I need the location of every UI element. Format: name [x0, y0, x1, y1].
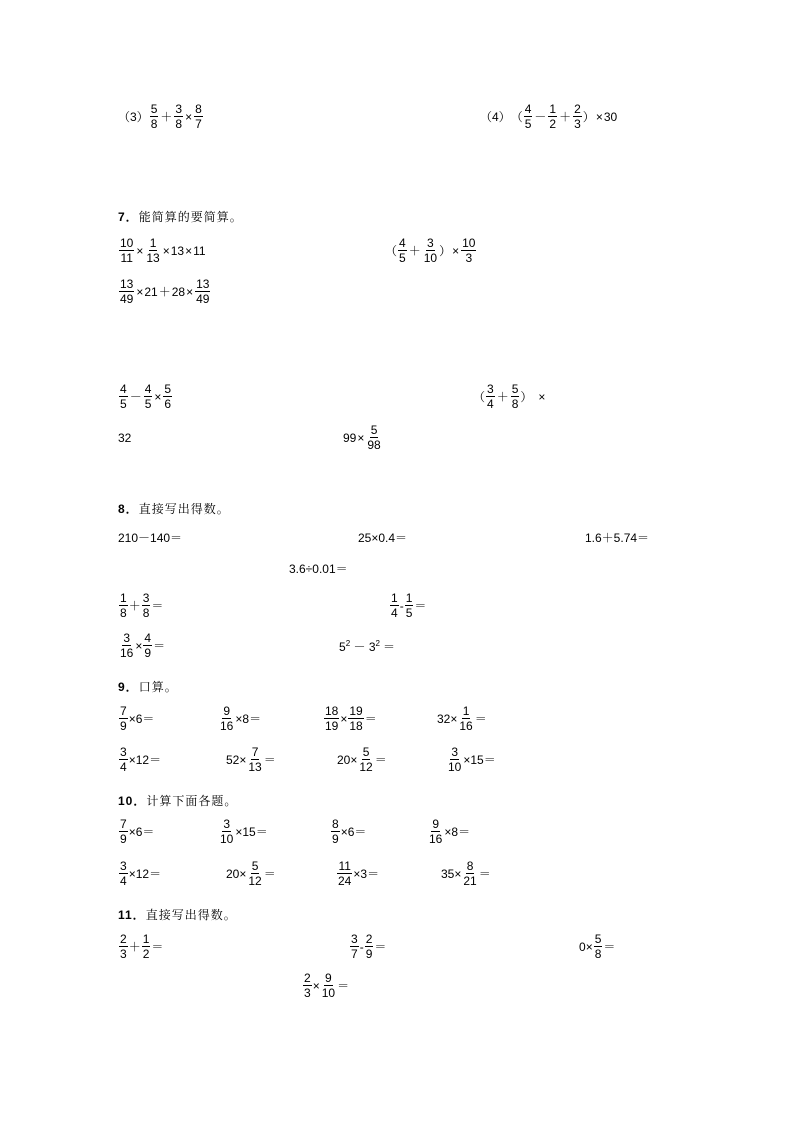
expression: 20 × $\frac{5}{12}$ ＝: [226, 859, 276, 888]
fraction: $\frac{7}{9}$: [120, 817, 127, 846]
expression: $\frac{3}{10}$ × 15 ＝: [448, 745, 496, 774]
fraction: $\frac{8}{21}$: [463, 859, 477, 888]
fraction: $\frac{18}{19}$: [325, 704, 339, 733]
expression: 20 × $\frac{5}{12}$ ＝: [337, 745, 387, 774]
expression: 32 × $\frac{1}{16}$ ＝: [437, 704, 487, 733]
fraction: $\frac{13}{49}$: [196, 277, 210, 306]
section-7-heading: 7．能简算的要简算。: [118, 210, 243, 224]
expression: $\frac{1}{4}$ - $\frac{1}{5}$ ＝: [391, 591, 427, 620]
section-10-heading: 10．计算下面各题。: [118, 794, 238, 808]
expression: $\frac{7}{9}$ × 6 ＝: [120, 704, 155, 733]
fraction: $\frac{3}{4}$: [120, 859, 127, 888]
fraction: $\frac{1}{2}$: [142, 932, 150, 961]
expression: $\frac{8}{9}$ × 6 ＝: [332, 817, 367, 846]
expression: $\frac{1}{8}$ ＋ $\frac{3}{8}$ ＝: [120, 591, 164, 620]
fraction: $\frac{2}{9}$: [365, 932, 373, 961]
fraction: $\frac{9}{16}$: [220, 704, 234, 733]
expression: $\frac{3}{16}$ × $\frac{4}{9}$ ＝: [120, 631, 166, 660]
expression: $\frac{3}{7}$ - $\frac{2}{9}$ ＝: [351, 932, 387, 961]
fraction: $\frac{3}{10}$: [220, 817, 234, 846]
expression: 25×0.4＝: [358, 531, 408, 545]
fraction: $\frac{4}{5}$: [399, 236, 406, 265]
fraction: $\frac{2}{3}$: [304, 971, 311, 1000]
fraction: $\frac{1}{2}$: [549, 102, 557, 131]
fraction: $\frac{5}{8}$: [150, 102, 158, 131]
fraction: $\frac{4}{5}$: [524, 102, 532, 131]
fraction: $\frac{5}{12}$: [359, 745, 373, 774]
fraction: $\frac{2}{3}$: [574, 102, 581, 131]
fraction: $\frac{8}{7}$: [195, 102, 202, 131]
fraction: $\frac{13}{49}$: [120, 277, 134, 306]
expression: $\frac{2}{3}$ × $\frac{9}{10}$ ＝: [304, 971, 350, 1000]
expression: $\frac{9}{16}$ × 8 ＝: [220, 704, 262, 733]
fraction: $\frac{5}{6}$: [164, 382, 172, 411]
problem-4: （4） （ $\frac{4}{5}$ － $\frac{1}{2}$ ＋ $\frac{2}{3}$ ） × 30: [480, 102, 618, 131]
problem-label: （4）: [480, 109, 511, 124]
fraction: $\frac{3}{8}$: [175, 102, 183, 131]
fraction: $\frac{3}{4}$: [487, 382, 494, 411]
expression: 210－140＝: [118, 531, 183, 545]
expression: $\frac{7}{9}$ × 6 ＝: [120, 817, 155, 846]
fraction: $\frac{1}{5}$: [405, 591, 413, 620]
fraction: $\frac{1}{13}$: [146, 236, 160, 265]
fraction: $\frac{9}{10}$: [321, 971, 336, 1000]
expression: $\frac{2}{3}$ ＋ $\frac{1}{2}$ ＝: [120, 932, 164, 961]
expression: 0 × $\frac{5}{8}$ ＝: [579, 932, 616, 961]
expression: $\frac{9}{16}$ × 8 ＝: [429, 817, 471, 846]
fraction: $\frac{7}{13}$: [248, 745, 262, 774]
fraction: $\frac{5}{8}$: [511, 382, 519, 411]
problem-3: （3） $\frac{5}{8}$ ＋ $\frac{3}{8}$ × $\frac{8}{7}$: [118, 102, 202, 131]
fraction: $\frac{3}{16}$: [120, 631, 134, 660]
fraction: $\frac{5}{98}$: [367, 423, 381, 452]
fraction: $\frac{1}{4}$: [391, 591, 398, 620]
expression: 52 × $\frac{7}{13}$ ＝: [226, 745, 276, 774]
expression: （ $\frac{3}{4}$ ＋ $\frac{5}{8}$ ） ×: [473, 382, 546, 411]
fraction: $\frac{7}{9}$: [120, 704, 127, 733]
expression-continuation: 32: [118, 431, 132, 445]
expression: 35 × $\frac{8}{21}$ ＝: [441, 859, 491, 888]
fraction: $\frac{8}{9}$: [332, 817, 339, 846]
expression: $\frac{4}{5}$ － $\frac{4}{5}$ × $\frac{5}{6}$: [120, 382, 172, 411]
expression: 99 × $\frac{5}{98}$: [343, 423, 381, 452]
fraction: $\frac{3}{10}$: [448, 745, 462, 774]
expression: 1.6＋5.74＝: [585, 531, 650, 545]
fraction: $\frac{4}{9}$: [144, 631, 152, 660]
fraction: $\frac{3}{7}$: [351, 932, 358, 961]
expression: 3.6÷0.01＝: [289, 562, 348, 576]
fraction: $\frac{3}{8}$: [142, 591, 150, 620]
fraction: $\frac{3}{10}$: [423, 236, 438, 265]
expression: $\frac{11}{24}$ × 3 ＝: [338, 859, 380, 888]
fraction: $\frac{10}{3}$: [462, 236, 476, 265]
fraction: $\frac{19}{18}$: [349, 704, 363, 733]
fraction: $\frac{3}{4}$: [120, 745, 127, 774]
fraction: $\frac{4}{5}$: [144, 382, 152, 411]
expression: 5 $^2$ － 3 $^2$ ＝: [339, 639, 395, 654]
section-11-heading: 11．直接写出得数。: [118, 908, 237, 922]
expression: $\frac{3}{4}$ × 12 ＝: [120, 745, 162, 774]
fraction: $\frac{2}{3}$: [120, 932, 127, 961]
expression: $\frac{3}{4}$ × 12 ＝: [120, 859, 162, 888]
fraction: $\frac{11}{24}$: [338, 859, 352, 888]
fraction: $\frac{1}{16}$: [459, 704, 473, 733]
fraction: $\frac{1}{8}$: [120, 591, 127, 620]
fraction: $\frac{5}{8}$: [594, 932, 602, 961]
expression: $\frac{18}{19}$ × $\frac{19}{18}$ ＝: [325, 704, 377, 733]
fraction: $\frac{5}{12}$: [248, 859, 262, 888]
expression: $\frac{13}{49}$ × 21 ＋ 28 × $\frac{13}{49}$: [120, 277, 210, 306]
fraction: $\frac{9}{16}$: [429, 817, 443, 846]
problem-label: （3）: [118, 109, 149, 124]
fraction: $\frac{10}{11}$: [120, 236, 134, 265]
expression: $\frac{10}{11}$ × $\frac{1}{13}$ × 13 × 11: [120, 236, 206, 265]
expression: （ $\frac{4}{5}$ ＋ $\frac{3}{10}$ ） × $\frac{10}{3}$: [385, 236, 476, 265]
fraction: $\frac{4}{5}$: [120, 382, 127, 411]
section-8-heading: 8．直接写出得数。: [118, 502, 230, 516]
expression: $\frac{3}{10}$ × 15 ＝: [220, 817, 268, 846]
section-9-heading: 9．口算。: [118, 680, 178, 694]
